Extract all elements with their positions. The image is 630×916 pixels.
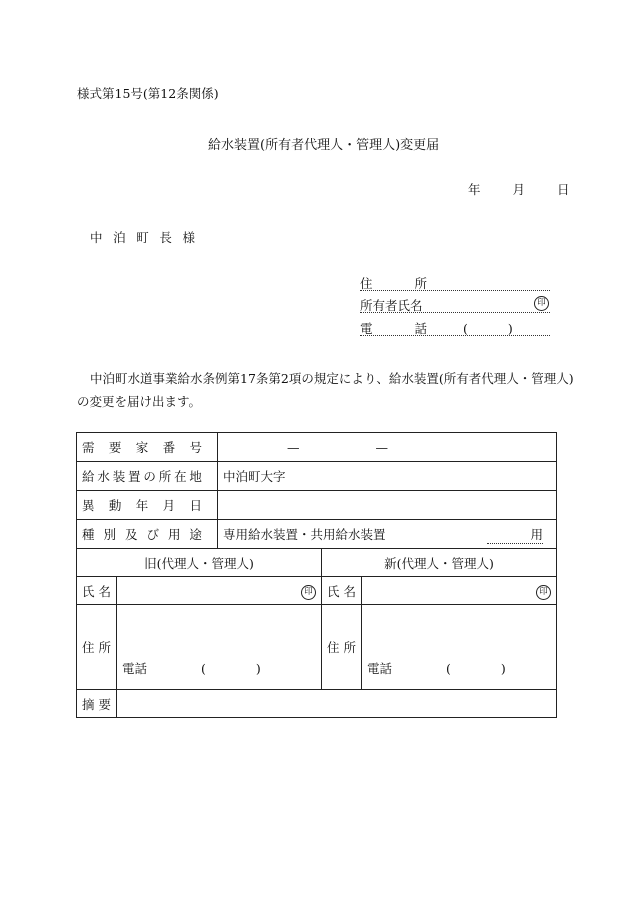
old-name-label: 氏 名 [77,577,117,605]
new-name-field[interactable] [362,577,557,605]
phone-field[interactable] [360,319,550,336]
table-row-addresses [77,605,557,690]
seal-mark: 印 [536,585,551,600]
remarks-label: 摘 要 [77,690,117,718]
address-label-char: 所 [414,276,427,291]
old-name-field[interactable] [117,577,322,605]
form-number: 様式第15号(第12条関係) [77,86,219,101]
table-row-location [77,462,557,491]
addressee: 中 泊 町 長 様 [90,230,195,245]
new-name-label: 氏 名 [322,577,362,605]
new-address-field[interactable] [362,605,557,690]
dash: — [375,439,388,455]
location-label: 給 水 装 置 の 所 在 地 [77,462,218,491]
customer-number-field[interactable] [218,433,557,462]
table-row-customer-number [77,433,557,462]
phone-open-paren: ( [462,321,468,336]
owner-name-label: 所有者氏名 [360,298,423,313]
new-phone: 電話 ( ) [367,661,506,676]
table-row-change-date [77,491,557,520]
document-title: 給水装置(所有者代理人・管理人)変更届 [208,138,440,153]
phone-label: 電話 [122,661,148,676]
old-address-label: 住 所 [77,605,117,690]
phone-label: 電話 [367,661,393,676]
dash: — [286,439,300,455]
old-agent-header: 旧(代理人・管理人) [77,549,322,577]
table-row-remarks [77,690,557,718]
address-label-char: 住 [360,276,373,291]
body-text-line1: 中泊町水道事業給水条例第17条第2項の規定により、給水装置(所有者代理人・管理人) [90,371,574,386]
usage-suffix: 用 [487,525,543,544]
applicant-address-field[interactable] [360,274,550,291]
old-phone: 電話 ( ) [122,661,261,676]
change-date-field[interactable] [218,491,557,520]
table-row-names [77,577,557,605]
remarks-field[interactable] [117,690,557,718]
type-usage-field[interactable] [218,520,557,549]
new-address-label: 住 所 [322,605,362,690]
new-agent-header: 新(代理人・管理人) [322,549,557,577]
day-label: 日 [556,182,570,197]
seal-mark: 印 [534,296,549,311]
phone-close-paren: ) [507,321,513,336]
type-usage-label: 種 別 及 び 用 途 [77,520,218,549]
year-label: 年 [468,182,481,197]
month-label: 月 [512,182,525,197]
old-address-field[interactable] [117,605,322,690]
customer-number-label: 需 要 家 番 号 [77,433,218,462]
table-row-type-usage [77,520,557,549]
type-usage-value: 専用給水装置・共用給水装置 [223,527,386,542]
location-field[interactable]: 中泊町大字 [218,462,557,491]
owner-name-field[interactable] [360,296,550,313]
phone-label-char: 話 [414,321,427,336]
phone-label-char: 電 [360,321,373,336]
table-row-headers [77,549,557,577]
change-date-label: 異 動 年 月 日 [77,491,218,520]
date-line [468,180,569,198]
application-table [76,432,557,718]
body-text-line2: の変更を届け出ます。 [77,394,202,409]
seal-mark: 印 [301,585,316,600]
